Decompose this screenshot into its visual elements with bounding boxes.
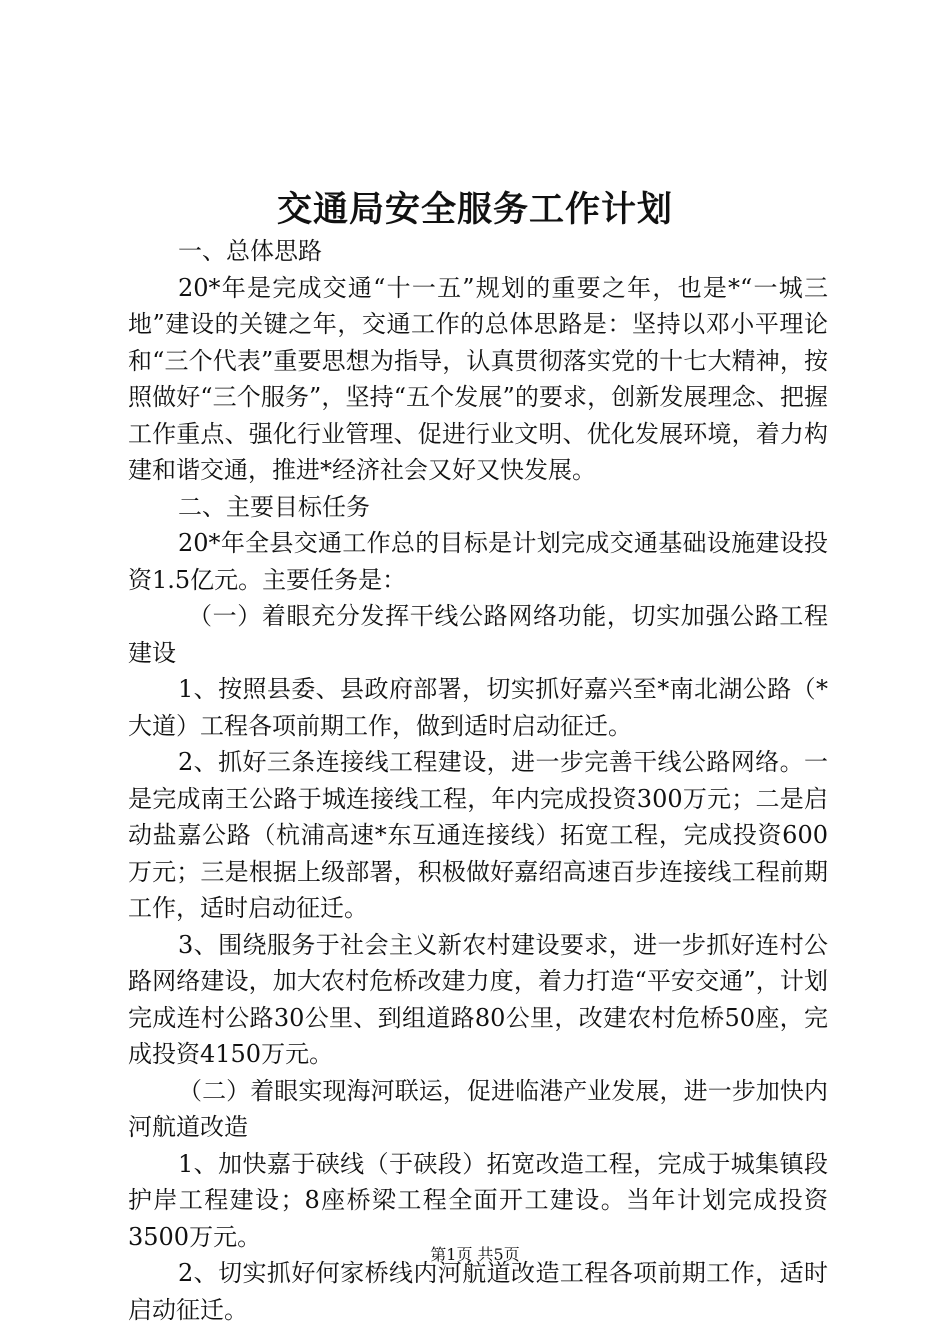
document-title: 交通局安全服务工作计划 (276, 189, 673, 230)
subsection-heading-highway: （一）着眼充分发挥干线公路网络功能，切实加强公路工程建设 (128, 602, 828, 667)
list-item-highway-1: 1、按照县委、县政府部署，切实抓好嘉兴至*南北湖公路（*大道）工程各项前期工作，做到适时启动征迁。 (128, 675, 828, 740)
paragraph-main-goal: 20*年全县交通工作总的目标是计划完成交通基础设施建设投资1.5亿元。主要任务是： (128, 529, 828, 594)
list-item-highway-3: 3、围绕服务于社会主义新农村建设要求，进一步抓好连村公路网络建设，加大农村危桥改建力度，着力打造“平安交通”，计划完成连村公路30公里、到组道路80公里，改建农村危桥50座，完成投资4150万元。 (128, 930, 828, 1068)
subsection-heading-waterway: （二）着眼实现海河联运，促进临港产业发展，进一步加快内河航道改造 (128, 1076, 828, 1141)
section-heading-overall-approach: 一、总体思路 (178, 237, 322, 265)
list-item-waterway-1: 1、加快嘉于硖线（于硖段）拓宽改造工程，完成于城集镇段护岸工程建设；8座桥梁工程全面开工建设。当年计划完成投资3500万元。 (128, 1149, 828, 1251)
list-item-waterway-2: 2、切实抓好何家桥线内河航道改造工程各项前期工作，适时启动征迁。 (128, 1259, 828, 1324)
paragraph-overall-approach: 20*年是完成交通“十一五”规划的重要之年，也是*“一城三地”建设的关键之年，交通工作的总体思路是：坚持以邓小平理论和“三个代表”重要思想为指导，认真贯彻落实党的十七大精神，按照做好“三个服务”，坚持“五个发展”的要求，创新发展理念、把握工作重点、强化行业管理、促进行业文明、优化发展环境，着力构建和谐交通，推进*经济社会又好又快发展。 (128, 273, 828, 484)
section-heading-main-tasks: 二、主要目标任务 (178, 492, 370, 521)
document-body (128, 233, 828, 1328)
list-item-highway-2: 2、抓好三条连接线工程建设，进一步完善干线公路网络。一是完成南王公路于城连接线工程，年内完成投资300万元；二是启动盐嘉公路（杭浦高速*东互通连接线）拓宽工程，完成投资600万元；三是根据上级部署，积极做好嘉绍高速百步连接线工程前期工作，适时启动征迁。 (128, 748, 828, 922)
page-number-footer: 第1页 共5页 (430, 1245, 520, 1264)
